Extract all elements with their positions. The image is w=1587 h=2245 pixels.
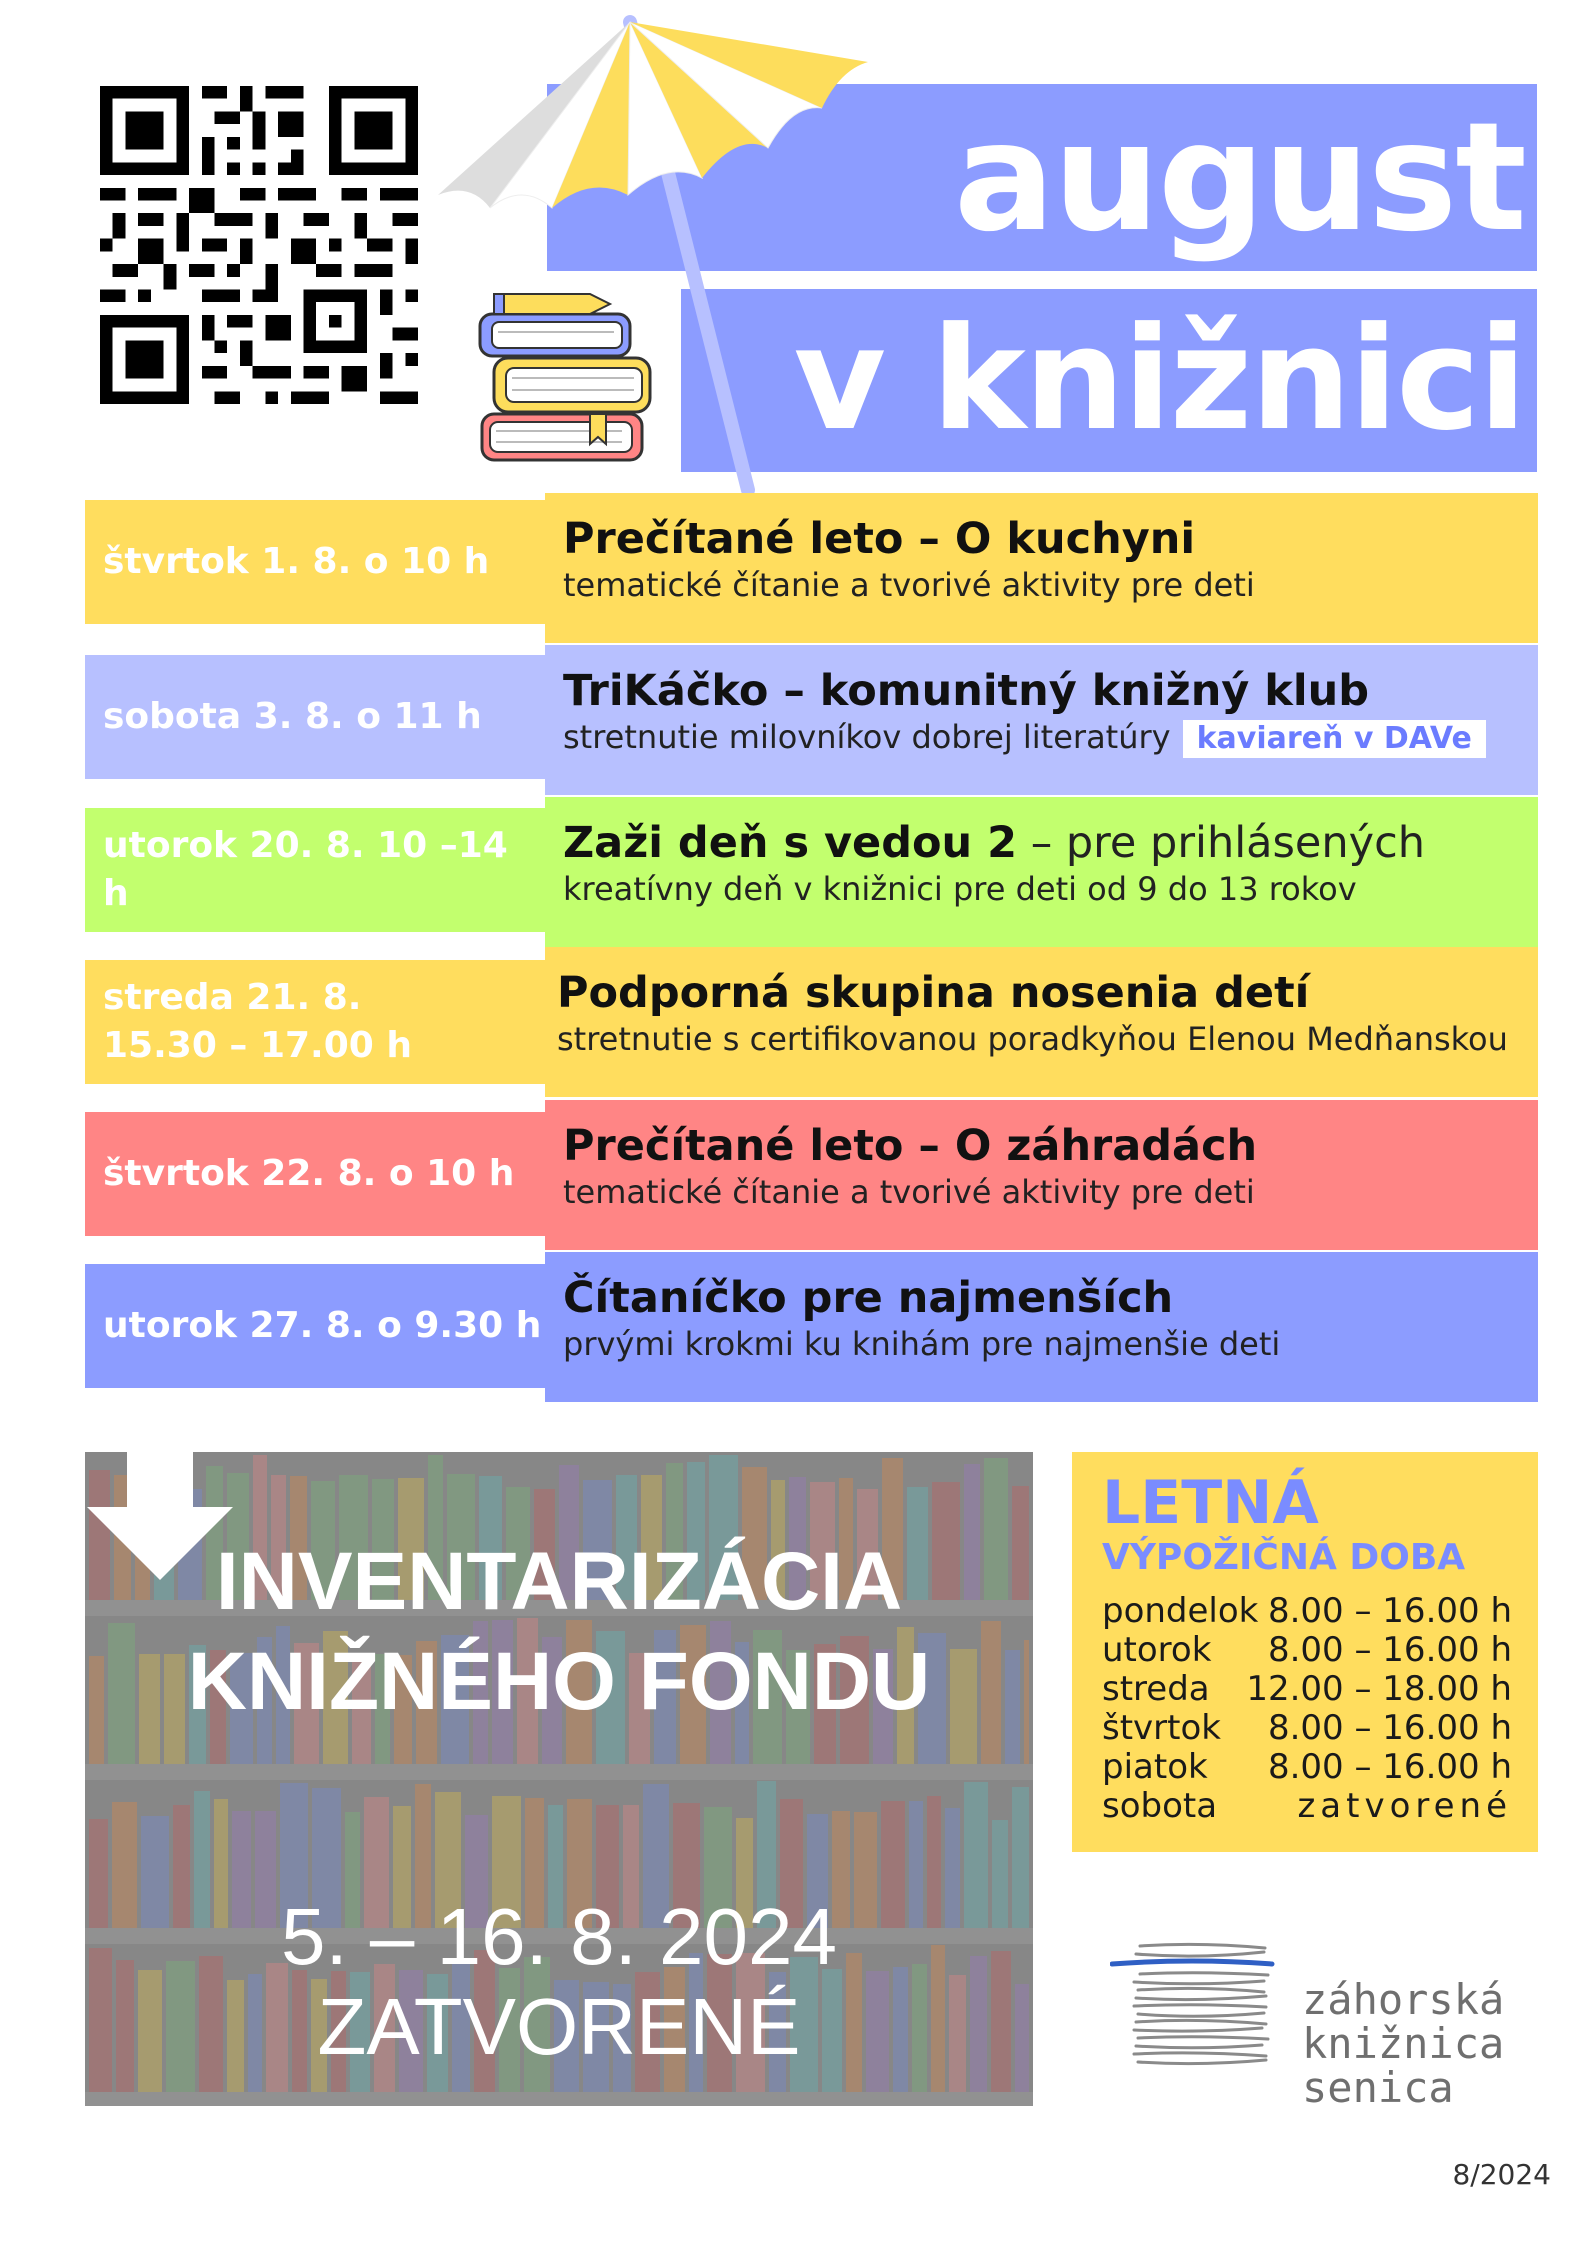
event-date: utorok 20. 8. 10 –14 h (85, 808, 545, 932)
hours-day: sobota (1102, 1786, 1218, 1826)
event-box (545, 1252, 1538, 1402)
event-subtitle: tematické čítanie a tvorivé aktivity pre deti (563, 1173, 1255, 1211)
event-date: štvrtok 22. 8. o 10 h (85, 1112, 545, 1236)
inventory-notice (85, 1452, 1033, 2106)
event-date: sobota 3. 8. o 11 h (85, 655, 545, 779)
event-subtitle: prvými krokmi ku knihám pre najmenšie deti (563, 1325, 1281, 1363)
hours-row (1102, 1748, 1512, 1787)
stacked-lines-logo-icon (1110, 1938, 1275, 2073)
event-title: Zaži deň s vedou 2 – pre prihlásených (563, 818, 1425, 868)
event-box (545, 797, 1538, 947)
event-title: Podporná skupina nosenia detí (557, 968, 1310, 1018)
hours-row (1102, 1631, 1512, 1670)
hours-row (1102, 1670, 1512, 1709)
hours-day: streda (1102, 1669, 1210, 1709)
hours-time: 8.00 – 16.00 h (1267, 1708, 1512, 1748)
hours-heading: LETNÁ (1102, 1468, 1319, 1538)
inventory-title-line-1: INVENTARIZÁCIA (215, 1536, 903, 1627)
hours-day: pondelok (1102, 1591, 1259, 1631)
title-line-1: august (953, 91, 1525, 265)
event-box (545, 645, 1538, 795)
hours-time: 8.00 – 16.00 h (1267, 1747, 1512, 1787)
event-date: utorok 27. 8. o 9.30 h (85, 1264, 545, 1388)
event-box (545, 493, 1538, 643)
library-logo-text[interactable] (1302, 1975, 1505, 2112)
event-title: Čítaníčko pre najmenších (563, 1273, 1174, 1323)
hours-time: zatvorené (1297, 1786, 1512, 1826)
hours-subheading: VÝPOŽIČNÁ DOBA (1102, 1537, 1466, 1578)
inventory-dates: 5. – 16. 8. 2024 (280, 1892, 837, 1981)
logo-line-1: záhorská (1302, 1975, 1505, 2024)
hours-time: 12.00 – 18.00 h (1246, 1669, 1512, 1709)
event-subtitle: tematické čítanie a tvorivé aktivity pre deti (563, 566, 1255, 604)
opening-hours (1072, 1452, 1538, 1852)
title-line-2: v knižnici (793, 297, 1525, 462)
hours-time: 8.00 – 16.00 h (1267, 1630, 1512, 1670)
event-title: Prečítané leto – O kuchyni (563, 514, 1196, 564)
inventory-status: ZATVORENÉ (317, 1982, 801, 2071)
hours-time: 8.00 – 16.00 h (1267, 1591, 1512, 1631)
hours-row (1102, 1709, 1512, 1748)
event-box (545, 947, 1538, 1097)
event-box (545, 1100, 1538, 1250)
hours-day: štvrtok (1102, 1708, 1221, 1748)
event-date: streda 21. 8. 15.30 – 17.00 h (85, 960, 545, 1084)
inventory-title-line-2: KNIŽNÉHO FONDU (187, 1636, 931, 1727)
event-date: štvrtok 1. 8. o 10 h (85, 500, 545, 624)
hours-row (1102, 1787, 1512, 1826)
stack-of-books-icon (472, 286, 662, 476)
logo-line-2: knižnica (1302, 2019, 1505, 2068)
hours-day: utorok (1102, 1630, 1212, 1670)
hours-day: piatok (1102, 1747, 1208, 1787)
event-title: Prečítané leto – O záhradách (563, 1121, 1258, 1171)
event-subtitle: kreatívny deň v knižnici pre deti od 9 do 13 rokov (563, 870, 1357, 908)
event-subtitle: stretnutie s certifikovanou poradkyňou Elenou Medňanskou (557, 1020, 1508, 1058)
venue-tag: kaviareň v DAVe (1183, 720, 1486, 758)
issue-number: 8/2024 (1452, 2158, 1551, 2191)
logo-line-3: senica (1302, 2063, 1454, 2112)
qr-code-icon[interactable] (100, 86, 418, 404)
event-title: TriKáčko – komunitný knižný klub (563, 666, 1370, 716)
arrow-down-icon (85, 1452, 235, 1582)
event-subtitle: stretnutie milovníkov dobrej literatúry kaviareň v DAVe (563, 717, 1518, 758)
hours-row (1102, 1592, 1512, 1631)
